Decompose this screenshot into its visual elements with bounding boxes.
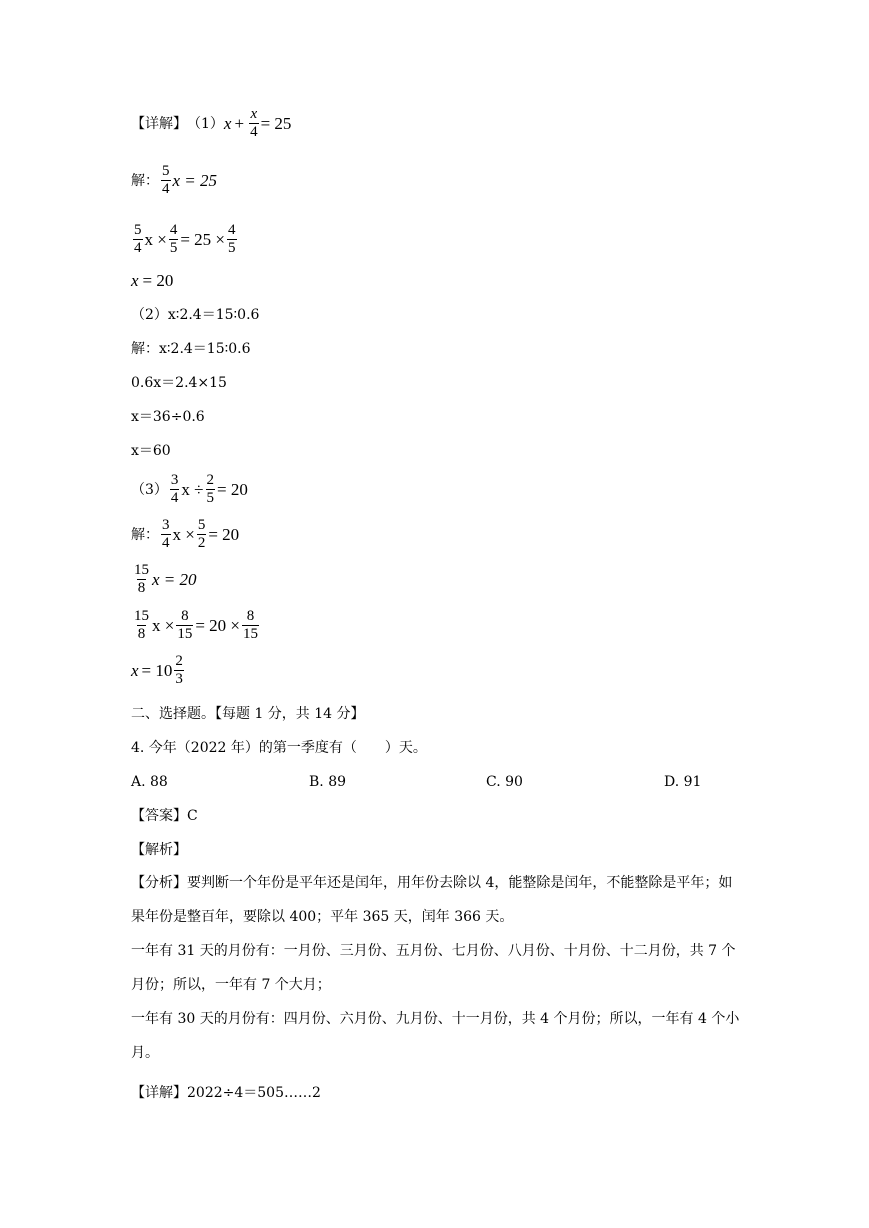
part2-question: （2）x∶2.4＝15∶0.6 xyxy=(131,307,260,323)
fraction: $\frac{x}{4}$ xyxy=(250,106,258,140)
variable: x xyxy=(131,271,139,290)
part2-step2: 0.6x＝2.4×15 xyxy=(131,375,227,391)
analysis-paragraph-3: 一年有 30 天的月份有：四月份、六月份、九月份、十一月份，共 4 个月份；所以，一年有 4 个小月。 xyxy=(131,1011,740,1061)
result-whole: = 10 xyxy=(141,660,173,680)
option-c: C. 90 xyxy=(486,774,523,790)
analysis-paragraph-1: 【分析】要判断一个年份是平年还是闰年，用年份去除以 4，能整除是闰年，不能整除是平年；如果年份是整百年，要除以 400；平年 365 天，闰年 366 天。 xyxy=(131,875,733,925)
fraction: $\frac{15}{8}$ xyxy=(134,608,149,642)
equation-rest: x = 25 xyxy=(172,170,218,190)
detail-line: 【详解】2022÷4＝505……2 xyxy=(131,1085,321,1101)
analysis-label: 【解析】 xyxy=(131,842,187,858)
result: = 20 xyxy=(142,271,174,290)
fraction: $\frac{3}{4}$ xyxy=(170,472,179,506)
equation-rhs: = 20 xyxy=(208,524,240,544)
operator: x × xyxy=(144,229,167,249)
option-b: B. 89 xyxy=(309,774,347,790)
part3-result xyxy=(131,653,186,688)
equation-rhs: = 25 xyxy=(260,113,292,133)
equation-rest: x = 20 xyxy=(152,569,197,589)
solve-label: 解： xyxy=(131,526,159,543)
fraction: $\frac{8}{15}$ xyxy=(177,608,193,642)
detail-label: 【详解】 xyxy=(131,115,187,132)
operator: + xyxy=(234,113,245,133)
fraction: $\frac{2}{3}$ xyxy=(175,653,183,687)
fraction: $\frac{5}{4}$ xyxy=(162,163,170,197)
analysis-paragraph-2: 一年有 31 天的月份有：一月份、三月份、五月份、七月份、八月份、十月份、十二月份，共 7 个月份；所以，一年有 7 个大月； xyxy=(131,943,736,993)
option-a: A. 88 xyxy=(131,774,168,790)
part1-equation xyxy=(131,106,291,141)
fraction: $\frac{3}{4}$ xyxy=(162,517,170,551)
variable: x xyxy=(131,660,139,680)
question-4: 4. 今年（2022 年）的第一季度有（ ）天。 xyxy=(131,740,427,756)
answer: 【答案】C xyxy=(131,808,198,824)
solve-label: 解： xyxy=(131,172,159,189)
part-label: （3） xyxy=(131,481,168,498)
operator: = 20 × xyxy=(195,615,241,635)
operator: = 25 × xyxy=(180,229,226,249)
operator: x ÷ xyxy=(181,479,204,499)
fraction: $\frac{4}{5}$ xyxy=(169,222,178,256)
part-label: （1） xyxy=(187,115,224,132)
fraction: $\frac{5}{4}$ xyxy=(134,222,142,256)
part3-question xyxy=(131,472,248,507)
part1-result xyxy=(131,271,173,291)
part2-step1: 解：x∶2.4＝15∶0.6 xyxy=(131,341,251,357)
part2-step3: x＝36÷0.6 xyxy=(131,409,205,425)
operator: x × xyxy=(172,524,195,544)
fraction: $\frac{8}{15}$ xyxy=(243,608,259,642)
fraction: $\frac{4}{5}$ xyxy=(228,222,236,256)
part1-step1 xyxy=(131,163,217,198)
operator: x × xyxy=(152,615,175,635)
option-d: D. 91 xyxy=(664,774,702,790)
equation-rhs: = 20 xyxy=(217,479,248,499)
fraction: $\frac{2}{5}$ xyxy=(206,472,215,506)
part3-step1 xyxy=(131,517,239,552)
variable: x xyxy=(223,113,232,133)
fraction: $\frac{15}{8}$ xyxy=(134,562,149,596)
part3-step3 xyxy=(131,608,261,643)
part1-step2 xyxy=(131,222,239,257)
part3-step2 xyxy=(131,562,197,597)
part2-result: x＝60 xyxy=(131,443,171,459)
section-heading: 二、选择题。【每题 1 分，共 14 分】 xyxy=(131,706,365,722)
fraction: $\frac{5}{2}$ xyxy=(197,517,206,551)
